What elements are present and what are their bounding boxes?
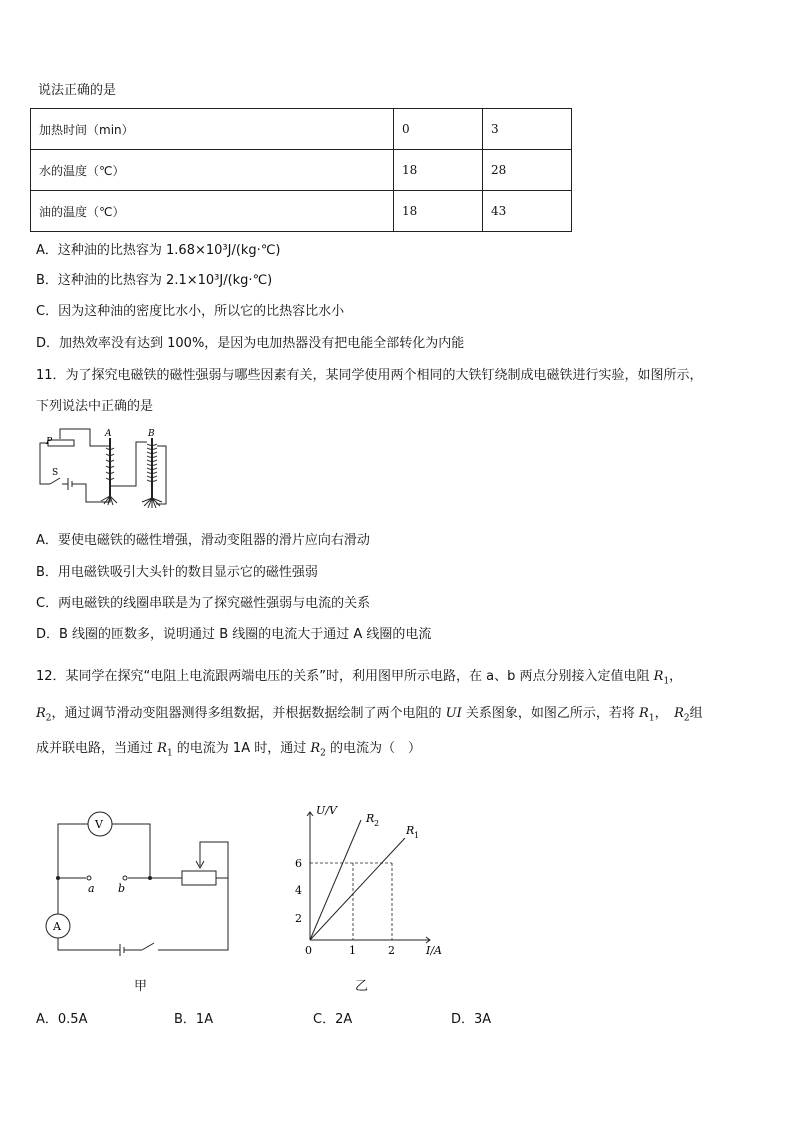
table-cell: 油的温度（℃） xyxy=(31,191,394,232)
point-a xyxy=(87,876,91,880)
q12-stem-line3: 成并联电路，当通过 $R_1$ 的电流为 1A 时，通过 $R_2$ 的电流为（ ） xyxy=(36,741,422,759)
point-b xyxy=(123,876,127,880)
rheostat xyxy=(182,871,216,885)
table-cell: 28 xyxy=(483,150,572,191)
q10-option-d: D．加热效率没有达到 100%，是因为电加热器没有把电能全部转化为内能 xyxy=(36,336,465,351)
q12-option-a: A．0.5A xyxy=(36,1012,88,1027)
q12-option-b: B．1A xyxy=(174,1012,214,1027)
table-cell: 0 xyxy=(394,109,483,150)
electromagnet-circuit-figure xyxy=(36,426,176,518)
q12-stem-line2: $R_2$，通过调节滑动变阻器测得多组数据，并根据数据绘制了两个电阻的 UI 关系图象，如图乙所示，若将 $R_1$， $R_2$组 xyxy=(36,706,703,724)
heating-data-table xyxy=(30,108,572,232)
table-row xyxy=(31,150,572,191)
q11-option-a: A．要使电磁铁的磁性增强，滑动变阻器的滑片应向右滑动 xyxy=(36,533,370,548)
ammeter-label: A xyxy=(53,920,61,933)
q11-option-d: D．B 线圈的匝数多，说明通过 B 线圈的电流大于通过 A 线圈的电流 xyxy=(36,627,432,642)
label-a: A xyxy=(105,429,112,439)
r2-line-label: R xyxy=(366,812,375,825)
figure-caption-jia: 甲 xyxy=(134,979,148,994)
figure-caption-yi: 乙 xyxy=(355,979,369,994)
label-b: B xyxy=(148,429,155,439)
q12-option-d: D．3A xyxy=(451,1012,492,1027)
switch xyxy=(142,943,154,950)
q10-option-c: C．因为这种油的密度比水小，所以它的比热容比水小 xyxy=(36,304,345,319)
table-cell: 加热时间（min） xyxy=(31,109,394,150)
y-tick-label: 2 xyxy=(295,912,302,925)
origin-label: 0 xyxy=(305,944,312,957)
point-b-label: b xyxy=(118,882,126,895)
pins-b xyxy=(142,498,162,508)
r1-line-subscript: 1 xyxy=(414,831,420,840)
point-a-label: a xyxy=(88,882,95,895)
label-p: P xyxy=(46,437,53,447)
q12-option-c: C．2A xyxy=(313,1012,353,1027)
y-axis-label: U/V xyxy=(316,804,337,817)
q12-stem-line1: 12．某同学在探究“电阻上电流跟两端电压的关系”时，利用图甲所示电路，在 a、b 两点分别接入定值电阻 $R_1$， xyxy=(36,669,683,687)
q11-stem-line2: 下列说法中正确的是 xyxy=(36,399,154,414)
q10-option-b: B．这种油的比热容为 2.1×10³J/(kg·℃) xyxy=(36,273,273,288)
q10-option-a: A．这种油的比热容为 1.68×10³J/(kg·℃) xyxy=(36,243,281,258)
x-axis-label: I/A xyxy=(426,944,442,957)
ui-graph-yi xyxy=(290,798,450,964)
y-tick-label: 4 xyxy=(295,884,302,897)
line-r1 xyxy=(310,838,405,940)
q11-option-c: C．两电磁铁的线圈串联是为了探究磁性强弱与电流的关系 xyxy=(36,596,371,611)
table-cell: 43 xyxy=(483,191,572,232)
r1-line-label: R xyxy=(406,824,415,837)
x-tick-label: 2 xyxy=(388,944,395,957)
pins-a xyxy=(101,496,117,505)
y-tick-label: 6 xyxy=(295,857,302,870)
table-cell: 水的温度（℃） xyxy=(31,150,394,191)
q10-stem-tail: 说法正确的是 xyxy=(38,83,117,98)
q11-stem-line1: 11．为了探究电磁铁的磁性强弱与哪些因素有关，某同学使用两个相同的大铁钉绕制成电磁铁进行实验，如图所示， xyxy=(36,368,703,383)
x-tick-label: 1 xyxy=(349,944,356,957)
q11-option-b: B．用电磁铁吸引大头针的数目显示它的磁性强弱 xyxy=(36,565,318,580)
table-row xyxy=(31,191,572,232)
circuit-figure-jia xyxy=(40,808,250,958)
table-cell: 3 xyxy=(483,109,572,150)
r2-line-subscript: 2 xyxy=(374,819,380,828)
table-cell: 18 xyxy=(394,150,483,191)
label-s: S xyxy=(52,468,59,478)
table-row xyxy=(31,109,572,150)
table-cell: 18 xyxy=(394,191,483,232)
voltmeter-label: V xyxy=(95,818,103,831)
switch xyxy=(50,478,60,484)
